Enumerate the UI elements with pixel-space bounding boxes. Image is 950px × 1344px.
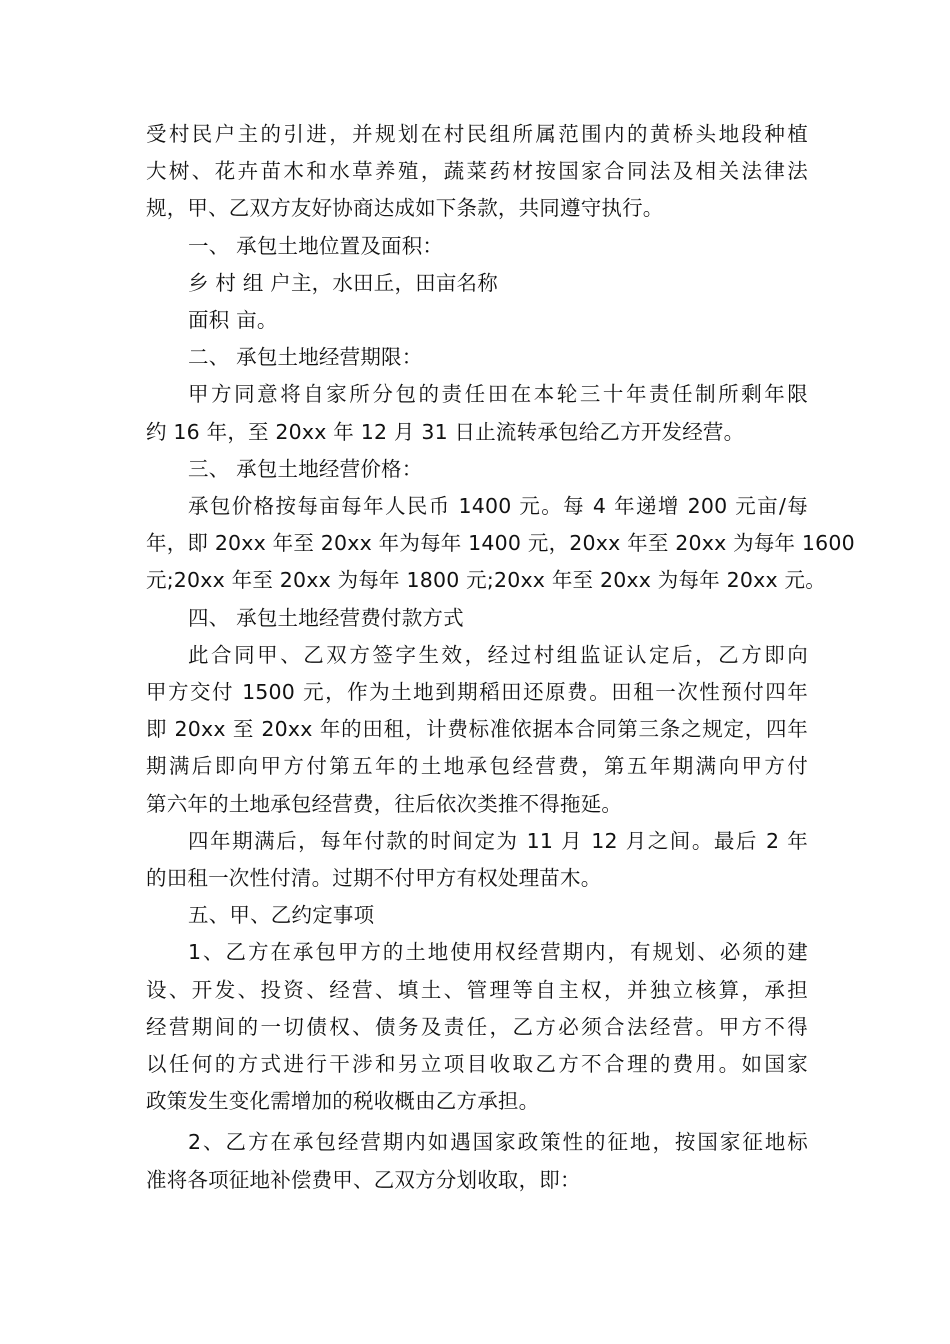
text-line: 以任何的方式进行干涉和另立项目收取乙方不合理的费用。如国家 — [146, 1052, 808, 1077]
text-line: 即 20xx 至 20xx 年的田租，计费标准依据本合同第三条之规定，四年 — [146, 717, 808, 742]
text-line: 设、开发、投资、经营、填土、管理等自主权，并独立核算，承担 — [146, 977, 808, 1002]
text-line: 面积 亩。 — [188, 308, 278, 333]
text-line: 二、 承包土地经营期限： — [188, 345, 423, 370]
text-line: 五、甲、乙约定事项 — [188, 903, 375, 928]
text-line: 甲方同意将自家所分包的责任田在本轮三十年责任制所剩年限 — [188, 382, 808, 407]
text-line: 准将各项征地补偿费甲、乙双方分划收取，即： — [146, 1167, 581, 1192]
text-line: 的田租一次性付清。过期不付甲方有权处理苗木。 — [146, 866, 602, 891]
text-line: 年，即 20xx 年至 20xx 年为每年 1400 元，20xx 年至 20xx 为每年 1600 — [146, 531, 855, 556]
text-line: 受村民户主的引进，并规划在村民组所属范围内的黄桥头地段种植 — [146, 122, 808, 146]
text-line: 元;20xx 年至 20xx 为每年 1800 元;20xx 年至 20xx 为每年 20xx 元。 — [146, 568, 826, 593]
text-line: 此合同甲、乙双方签字生效，经过村组监证认定后，乙方即向 — [188, 642, 808, 667]
text-line: 一、 承包土地位置及面积： — [188, 233, 444, 258]
text-line: 乡 村 组 户主，水田丘，田亩名称 — [188, 270, 498, 295]
text-line: 四年期满后，每年付款的时间定为 11 月 12 月之间。最后 2 年 — [188, 828, 808, 853]
text-line: 甲方交付 1500 元，作为土地到期稻田还原费。田租一次性预付四年 — [146, 680, 808, 705]
text-line: 大树、花卉苗木和水草养殖，蔬菜药材按国家合同法及相关法律法 — [146, 159, 808, 184]
text-line: 期满后即向甲方付第五年的土地承包经营费，第五年期满向甲方付 — [146, 754, 808, 779]
text-line: 规，甲、乙双方友好协商达成如下条款，共同遵守执行。 — [146, 196, 664, 221]
text-line: 三、 承包土地经营价格： — [188, 456, 423, 481]
text-line: 承包价格按每亩每年人民币 1400 元。每 4 年递增 200 元亩/每 — [188, 494, 808, 519]
text-line: 1、乙方在承包甲方的土地使用权经营期内，有规划、必须的建 — [188, 940, 808, 965]
document-body — [146, 116, 855, 1199]
text-line: 政策发生变化需增加的税收概由乙方承担。 — [146, 1089, 540, 1114]
text-line: 约 16 年，至 20xx 年 12 月 31 日止流转承包给乙方开发经营。 — [146, 419, 745, 444]
text-line: 第六年的土地承包经营费，往后依次类推不得拖延。 — [146, 791, 623, 816]
text-line: 2、乙方在承包经营期内如遇国家政策性的征地，按国家征地标 — [188, 1130, 808, 1155]
text-line: 经营期间的一切债权、债务及责任，乙方必须合法经营。甲方不得 — [146, 1014, 808, 1039]
text-line: 四、 承包土地经营费付款方式 — [188, 605, 464, 630]
